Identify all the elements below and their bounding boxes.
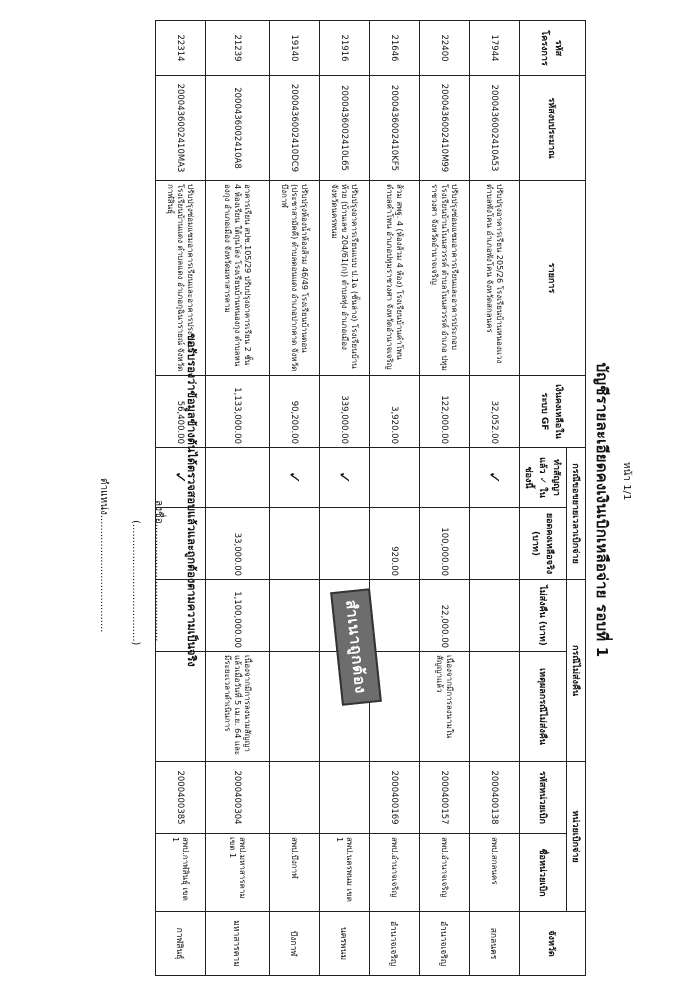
row-province: มหาสารคาม: [206, 912, 270, 976]
table-body: [156, 21, 520, 976]
sign-line: ลงชื่อ.....................................: [153, 500, 164, 642]
row-reason: [470, 652, 520, 762]
budget-table: [155, 20, 586, 976]
table-row: [470, 21, 520, 976]
row-check: [206, 448, 270, 508]
header-reserve-group: กรณีขอขยายเวลาเบิกจ่าย: [567, 448, 586, 580]
row-check: [370, 448, 420, 508]
row-reason: เนื่องจากมีการลงนามในสัญญาแล้ว: [420, 652, 470, 762]
row-budget-code: 2000436002410MA3: [156, 76, 206, 181]
row-unit-code: 2000400157: [420, 762, 470, 834]
row-unit-name: สพป.อำนาจเจริญ: [370, 834, 420, 912]
row-budget-code: 2000436002410M99: [420, 76, 470, 181]
header-unit-code: รหัสหน่วยเบิก: [520, 762, 567, 834]
row-check: ✓: [320, 448, 370, 508]
row-unit-code: [320, 762, 370, 834]
header-return-group: กรณีไม่ส่งคืน: [567, 580, 586, 762]
header-reserve-remaining: ยอดคงเหลือจริง (บาท): [520, 508, 567, 580]
row-item: ปรับปรุงห้องน้ำห้องส้วม 46/49 โรงเรียนบ้านดอน (ประชาสามัคคี) ตำบลดอนแดง อำเภอปากคาด จังหวัดบึงกาฬ: [270, 181, 320, 376]
row-return-amount: [470, 580, 520, 652]
row-budget-code: 2000436002410A53: [470, 76, 520, 181]
row-check: ✓: [470, 448, 520, 508]
row-balance: 1,133,000.00: [206, 376, 270, 448]
row-balance: 339,000.00: [320, 376, 370, 448]
row-unit-name: สพป.นครพนม เขต 1: [320, 834, 370, 912]
row-remaining: 33,000.00: [206, 508, 270, 580]
table-row: [420, 21, 470, 976]
row-code: 21916: [320, 21, 370, 76]
row-item: ปรับปรุงอาคารเรียน 205/26 โรงเรียนบ้านหนองแวง ตำบลพังโคน อำเภอพังโคน จังหวัดสกลนคร: [470, 181, 520, 376]
row-unit-name: สพป.บึงกาฬ: [270, 834, 320, 912]
row-code: 17944: [470, 21, 520, 76]
header-unit-name: ชื่อหน่วยเบิก: [520, 834, 567, 912]
row-balance: 122,000.00: [420, 376, 470, 448]
row-province: กาฬสินธุ์: [156, 912, 206, 976]
row-check: ✓: [270, 448, 320, 508]
row-province: นครพนม: [320, 912, 370, 976]
row-remaining: [470, 508, 520, 580]
row-code: 21646: [370, 21, 420, 76]
header-item: รายการ: [520, 181, 586, 376]
row-unit-code: 2000400169: [370, 762, 420, 834]
header-reserve-check: ทำสัญญาแล้ว ✓ ในช่องนี้: [520, 448, 567, 508]
header-budget-code: รหัสงบประมาณ: [520, 76, 586, 181]
row-reason: [270, 652, 320, 762]
row-budget-code: 2000436002410KF5: [370, 76, 420, 181]
row-remaining: 100,000.00: [420, 508, 470, 580]
row-code: 22400: [420, 21, 470, 76]
row-check: [420, 448, 470, 508]
row-balance: 3,920.00: [370, 376, 420, 448]
row-code: 22314: [156, 21, 206, 76]
header-return-amount: ไม่ส่งคืน (บาท): [520, 580, 567, 652]
row-budget-code: 2000436002410DC9: [270, 76, 320, 181]
row-return-amount: [370, 580, 420, 652]
row-province: อำนาจเจริญ: [370, 912, 420, 976]
row-return-amount: 1,100,000.00: [206, 580, 270, 652]
row-province: สกลนคร: [470, 912, 520, 976]
row-item: ปรับปรุงอาคารเรียนแบบ ป.1ฉ (ชั้นล่าง) โรงเรียนบ้านห้วย (บ้านเลข 204/61(ก)) ตำบลทุ่ง อำเภอเมือง จังหวัดนครพนม: [320, 181, 370, 376]
table-row: [320, 21, 370, 976]
row-balance: 56,400.00: [156, 376, 206, 448]
name-line: (.....................................): [130, 520, 141, 646]
row-province: อำนาจเจริญ: [420, 912, 470, 976]
table-row: [270, 21, 320, 976]
row-unit-name: สพป.กาฬสินธุ์ เขต 1: [156, 834, 206, 912]
position-line: ตำแหน่ง.....................................: [98, 478, 109, 633]
row-unit-code: 2000400304: [206, 762, 270, 834]
row-budget-code: 2000436002410L65: [320, 76, 370, 181]
row-item: ปรับปรุงซ่อมแซมอาคารเรียนและอาคารประกอบ โรงเรียนบ้านแดง ตำบลแดง อำเภอกุฉินารายณ์ จังหวัดกาฬสินธุ์: [156, 181, 206, 376]
header-code: รหัสโครงการ: [520, 21, 586, 76]
row-reason: เนื่องจากมีการลงนามสัญญาแล้วเมื่อวันที่ 5 เม.ย. 64 และมีระยะเวลาดำเนินการ: [206, 652, 270, 762]
header-unit-group: หน่วยเบิกจ่าย: [567, 762, 586, 912]
row-return-amount: 22,000.00: [420, 580, 470, 652]
table-row: [206, 21, 270, 976]
row-item: อาคารเรียน สปช.105/29 ปรับปรุงอาคารเรียน 2 ชั้น 4 ห้องเรียน ใต้ถุนโล่ง โรงเรียนบ้านหนองกุง ตำบลหนองกุง อำเภอเมือง จังหวัดมหาสารคาม: [206, 181, 270, 376]
row-unit-code: [270, 762, 320, 834]
header-balance-gf: เงินคงเหลือในระบบ GF: [520, 376, 586, 448]
row-unit-name: สพป.มหาสารคาม เขต 1: [206, 834, 270, 912]
row-unit-code: 2000400138: [470, 762, 520, 834]
certified-copy-stamp: สำเนาถูกต้อง: [330, 588, 382, 706]
row-unit-name: สพป.สกลนคร: [470, 834, 520, 912]
page-title: บัญชีรายละเอียดคงเงินเบิกเหลือจ่าย รอบที่ 1: [593, 362, 611, 658]
header-return-reason: เหตุผลกรณีไม่ส่งคืน: [520, 652, 567, 762]
row-unit-name: สพป.อำนาจเจริญ: [420, 834, 470, 912]
row-item: ส้วม สพฐ. 4 (ห้องส้วม 4 ห้อง) โรงเรียนบ้านคำโพน ตำบลคำโพน อำเภอปทุมราชวงศา จังหวัดอำนาจเจริญ: [370, 181, 420, 376]
row-balance: 32,052.00: [470, 376, 520, 448]
header-province: จังหวัด: [520, 912, 586, 976]
row-code: 21239: [206, 21, 270, 76]
certify-statement: ขอรับรองว่าข้อมูลข้างต้นได้ตรวจสอบแล้วและถูกต้องตามความเป็นจริง: [185, 333, 198, 667]
table-row: [370, 21, 420, 976]
row-remaining: 920.00: [370, 508, 420, 580]
row-remaining: [270, 508, 320, 580]
row-return-amount: [270, 580, 320, 652]
row-remaining: [320, 508, 370, 580]
row-province: บึงกาฬ: [270, 912, 320, 976]
row-unit-code: 2000400385: [156, 762, 206, 834]
row-balance: 90,200.00: [270, 376, 320, 448]
row-check: ✓: [156, 448, 206, 508]
row-budget-code: 2000436002410A8: [206, 76, 270, 181]
row-code: 19140: [270, 21, 320, 76]
page-number: หน้า 1/1: [621, 462, 632, 501]
row-item: ปรับปรุงซ่อมแซมอาคารเรียนและอาคารประกอบ โรงเรียนบ้านโนนสวรรค์ ตำบลโนนสวรรค์ อำเภอ ปทุมราชวงศา จังหวัดอำนาจเจริญ: [420, 181, 470, 376]
